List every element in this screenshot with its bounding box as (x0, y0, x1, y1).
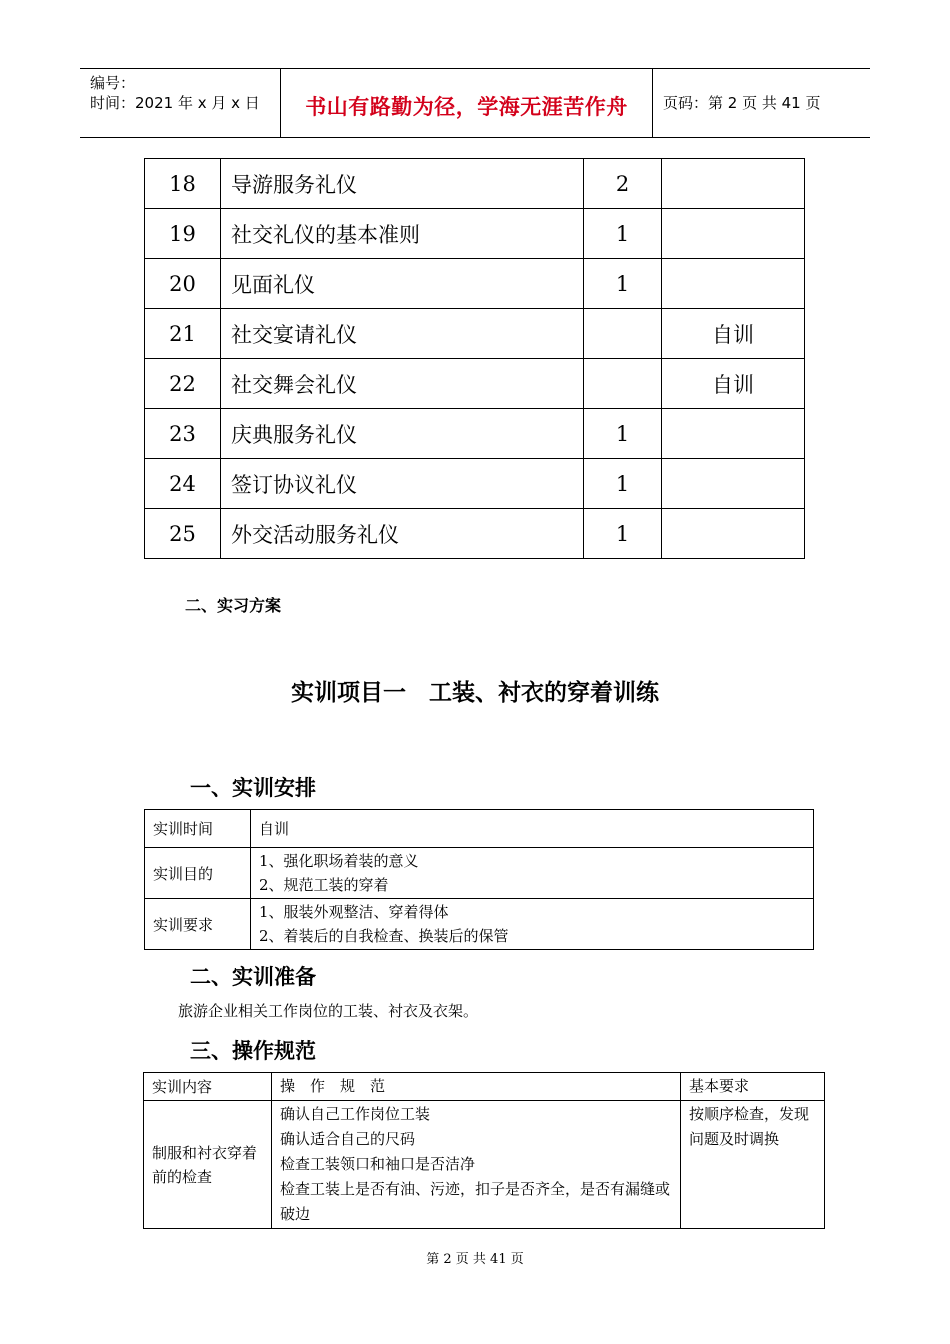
table-row (145, 359, 805, 409)
table-row (145, 259, 805, 309)
header-page-cell (653, 69, 870, 137)
item-name: 签订协议礼仪 (221, 459, 584, 509)
table-row (145, 459, 805, 509)
item-remark (662, 159, 805, 209)
table-row (145, 209, 805, 259)
motto: 书山有路勤为径，学海无涯苦作舟 (305, 95, 628, 119)
row-number: 25 (145, 509, 221, 559)
arrangement-key: 实训要求 (145, 899, 251, 950)
page-header (80, 68, 870, 138)
item-name: 庆典服务礼仪 (221, 409, 584, 459)
arrangement-table (144, 809, 814, 950)
item-remark (662, 509, 805, 559)
value-line: 2、规范工装的穿着 (259, 876, 389, 894)
spec-line: 确认自己工作岗位工装 (280, 1105, 431, 1123)
arrangement-value (251, 899, 814, 950)
arrangement-key: 实训目的 (145, 848, 251, 899)
table-row (145, 899, 814, 950)
table-row (145, 810, 814, 848)
item-hours: 1 (584, 259, 662, 309)
row-number: 21 (145, 309, 221, 359)
time-label: 时间：2021 年 x 月 x 日 (90, 94, 260, 112)
row-number: 22 (145, 359, 221, 409)
item-name: 外交活动服务礼仪 (221, 509, 584, 559)
item-remark (662, 409, 805, 459)
row-number: 20 (145, 259, 221, 309)
value-line: 自训 (259, 819, 290, 838)
number-label: 编号： (90, 74, 136, 92)
item-remark: 自训 (662, 309, 805, 359)
row-number: 23 (145, 409, 221, 459)
table-row (145, 309, 805, 359)
requirement-cell: 按顺序检查，发现问题及时调换 (681, 1101, 825, 1229)
item-remark: 自训 (662, 359, 805, 409)
course-table (144, 158, 805, 559)
header-meta (80, 69, 281, 137)
item-name: 社交舞会礼仪 (221, 359, 584, 409)
item-name: 见面礼仪 (221, 259, 584, 309)
value-line: 1、强化职场着装的意义 (259, 852, 419, 870)
table-header-row (144, 1073, 825, 1101)
value-line: 2、着装后的自我检查、换装后的保管 (259, 927, 509, 945)
item-name: 社交礼仪的基本准则 (221, 209, 584, 259)
spec-line: 检查工装领口和袖口是否洁净 (280, 1155, 476, 1173)
arrangement-value (251, 810, 814, 848)
value-line: 1、服装外观整洁、穿着得体 (259, 903, 449, 921)
row-number: 24 (145, 459, 221, 509)
item-hours: 1 (584, 409, 662, 459)
operation-table (143, 1072, 825, 1229)
header-motto-cell (281, 69, 653, 137)
operation-heading: 三、操作规范 (190, 1039, 316, 1063)
row-number: 19 (145, 209, 221, 259)
item-hours: 1 (584, 459, 662, 509)
table-row (145, 159, 805, 209)
col-header-content: 实训内容 (144, 1073, 272, 1101)
item-hours: 1 (584, 509, 662, 559)
item-hours: 2 (584, 159, 662, 209)
item-name: 社交宴请礼仪 (221, 309, 584, 359)
item-remark (662, 259, 805, 309)
row-number: 18 (145, 159, 221, 209)
item-hours (584, 359, 662, 409)
page-footer: 第 2 页 共 41 页 (426, 1252, 524, 1267)
content-cell: 制服和衬衣穿着前的检查 (144, 1101, 272, 1229)
table-row (145, 848, 814, 899)
table-row (145, 509, 805, 559)
page-label: 页码：第 2 页 共 41 页 (663, 94, 821, 112)
arrangement-key: 实训时间 (145, 810, 251, 848)
table-row (145, 409, 805, 459)
item-hours: 1 (584, 209, 662, 259)
section-plan: 二、实习方案 (185, 596, 282, 615)
spec-line: 检查工装上是否有油、污迹，扣子是否齐全，是否有漏缝或破边 (280, 1180, 671, 1223)
arrangement-value (251, 848, 814, 899)
spec-line: 确认适合自己的尺码 (280, 1130, 416, 1148)
item-remark (662, 209, 805, 259)
item-remark (662, 459, 805, 509)
item-hours (584, 309, 662, 359)
preparation-heading: 二、实训准备 (190, 965, 316, 989)
col-header-requirement: 基本要求 (681, 1073, 825, 1101)
col-header-spec: 操 作 规 范 (272, 1073, 681, 1101)
project-title: 实训项目一 工装、衬衣的穿着训练 (291, 680, 659, 706)
preparation-text: 旅游企业相关工作岗位的工装、衬衣及衣架。 (178, 1002, 479, 1020)
spec-cell (272, 1101, 681, 1229)
arrangement-heading: 一、实训安排 (190, 776, 316, 800)
item-name: 导游服务礼仪 (221, 159, 584, 209)
table-row (144, 1101, 825, 1229)
